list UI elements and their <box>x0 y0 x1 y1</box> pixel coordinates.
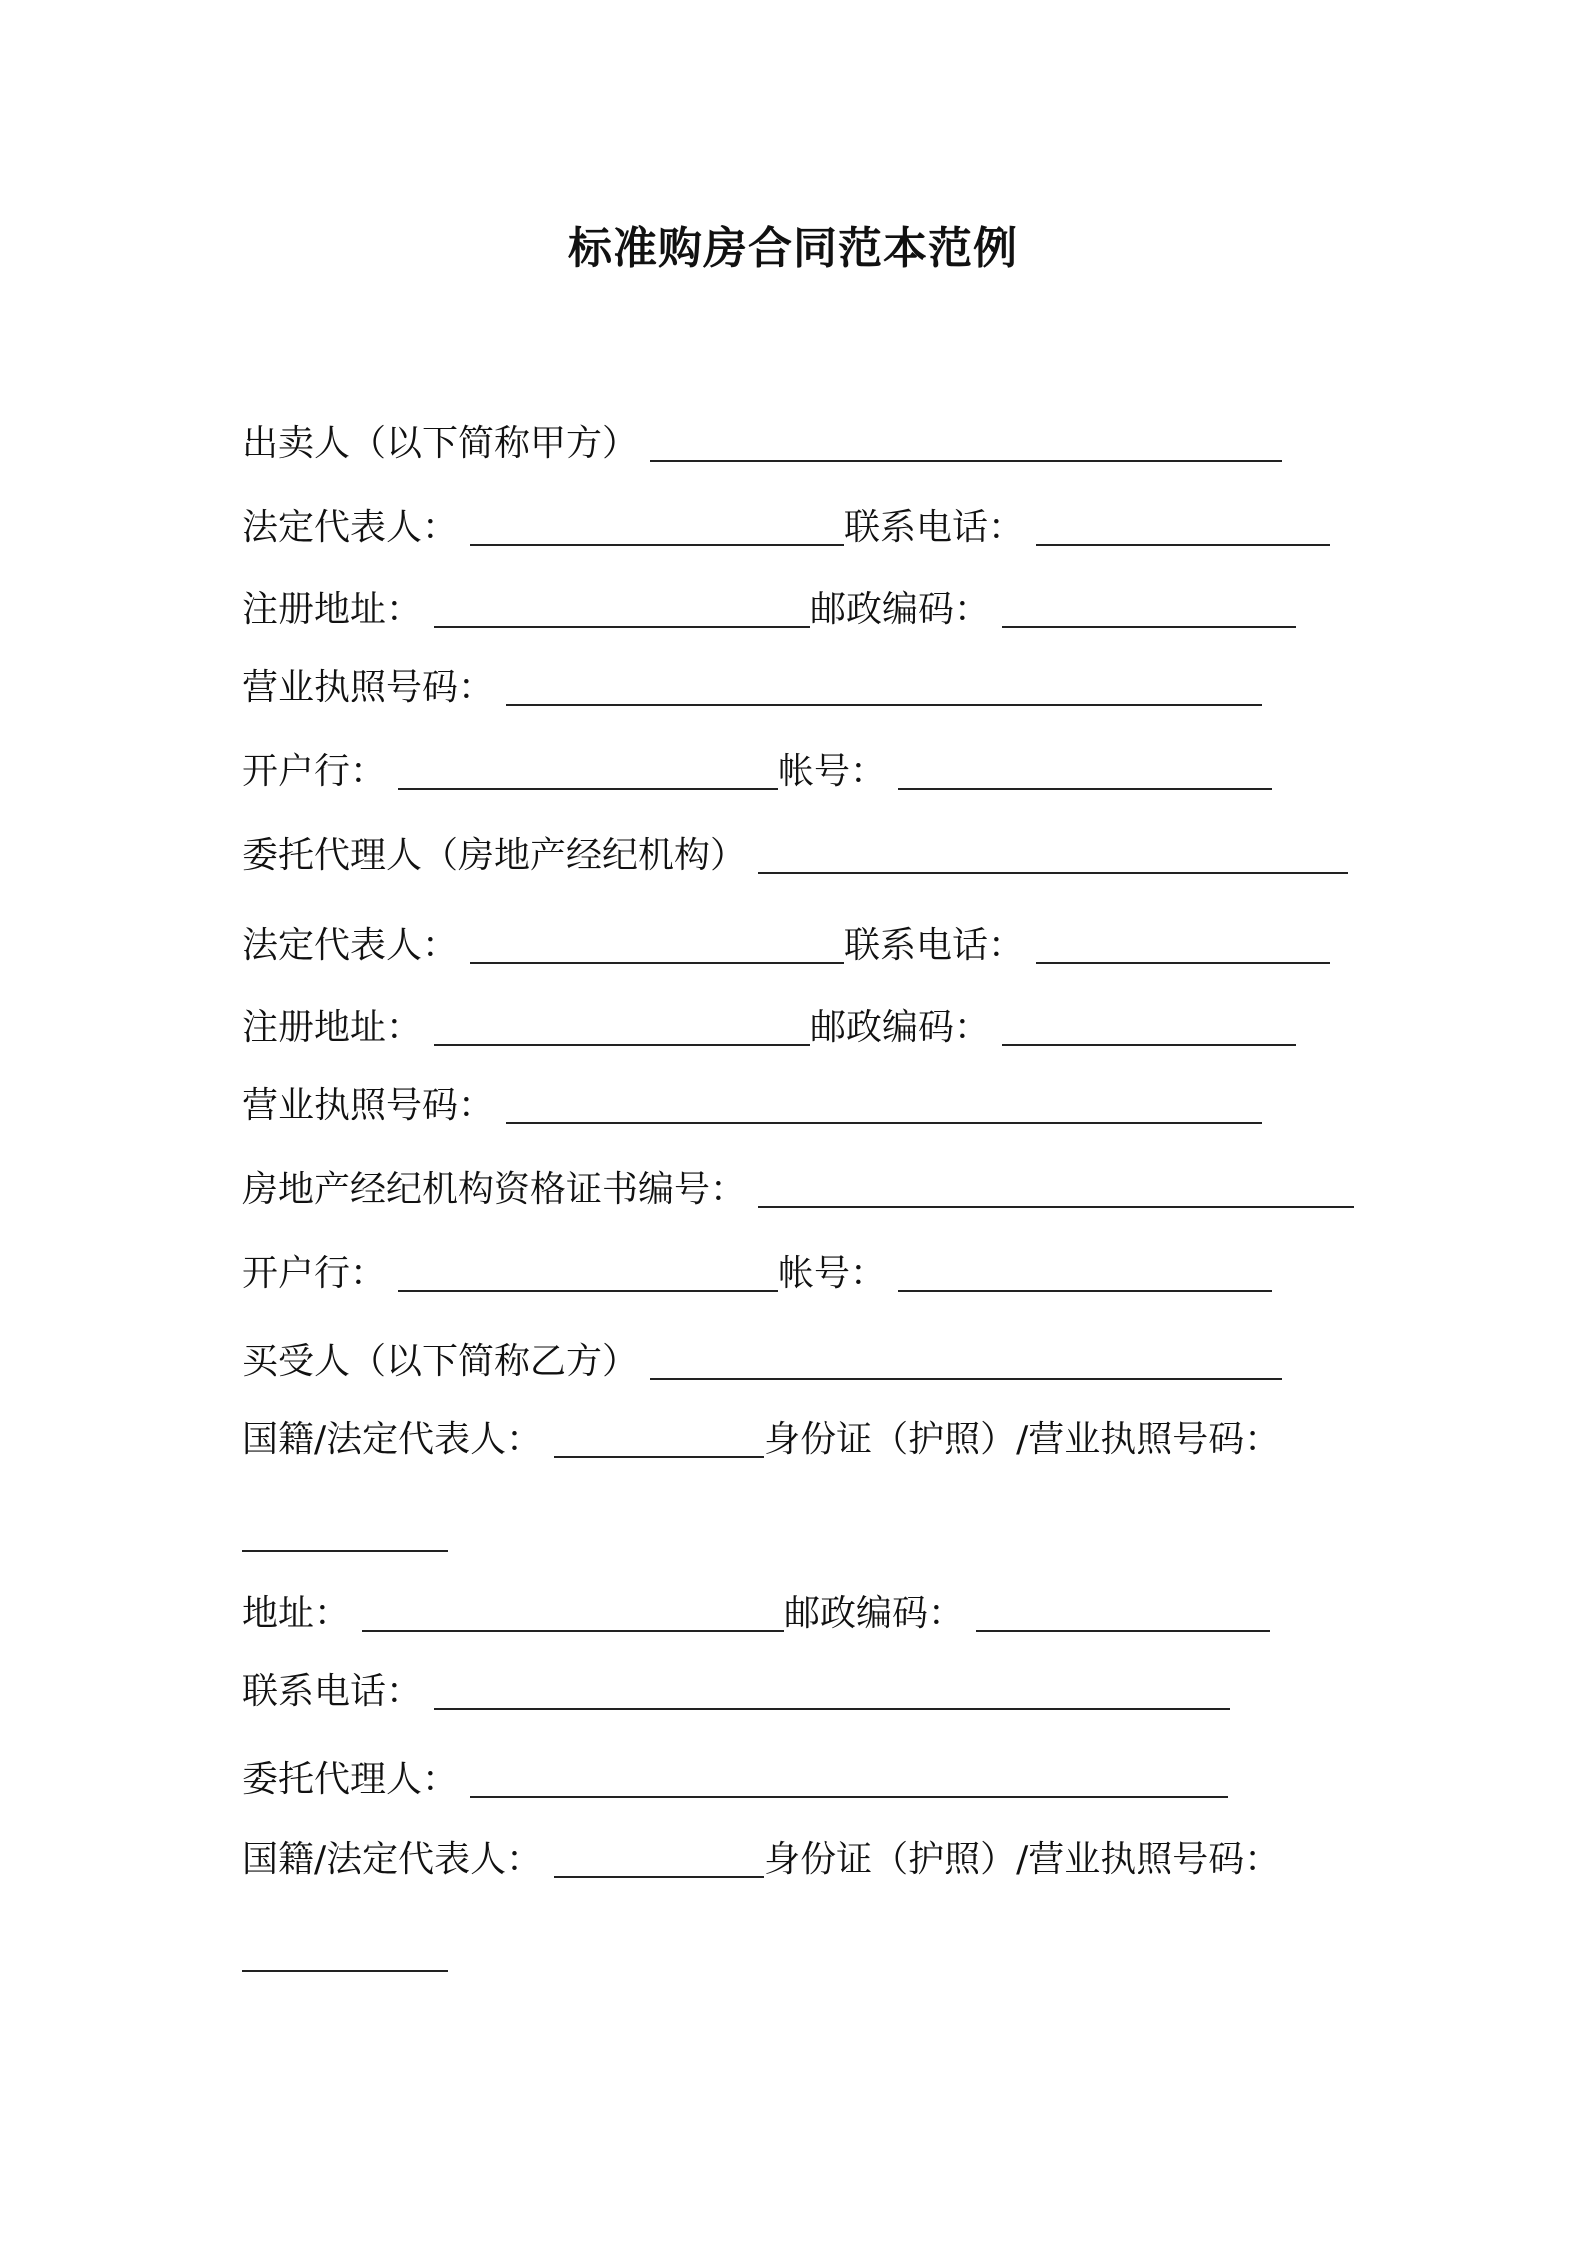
agent-phone-label: 联系电话： <box>844 925 1025 966</box>
buyer-agent-id-field[interactable] <box>242 1936 448 1972</box>
agent-cert-label: 房地产经纪机构资格证书编号： <box>242 1169 747 1210</box>
agent-phone-field[interactable] <box>1036 928 1330 964</box>
agent-license-row <box>242 1080 1262 1130</box>
seller-license-field[interactable] <box>506 670 1262 706</box>
seller-postcode-field[interactable] <box>1002 592 1296 628</box>
seller-address-row <box>242 584 1296 634</box>
seller-bank-label: 开户行： <box>242 751 387 792</box>
seller-legal-rep-label: 法定代表人： <box>242 507 459 548</box>
seller-license-label: 营业执照号码： <box>242 667 495 708</box>
buyer-agent-name-field[interactable] <box>470 1762 1228 1798</box>
buyer-agent-id-label: 身份证（护照）/营业执照号码： <box>764 1839 1281 1880</box>
buyer-id-label: 身份证（护照）/营业执照号码： <box>764 1419 1281 1460</box>
seller-postcode-label: 邮政编码： <box>810 589 991 630</box>
agent-bank-row <box>242 1248 1272 1298</box>
buyer-id-field[interactable] <box>242 1516 448 1552</box>
agent-license-field[interactable] <box>506 1088 1262 1124</box>
seller-address-label: 注册地址： <box>242 589 423 630</box>
agent-party-label: 委托代理人（房地产经纪机构） <box>242 835 747 876</box>
agent-name-field[interactable] <box>758 838 1348 874</box>
buyer-name-field[interactable] <box>650 1344 1282 1380</box>
agent-address-row <box>242 1002 1296 1052</box>
buyer-address-row <box>242 1588 1270 1638</box>
buyer-agent-nationality-row <box>242 1834 1280 1884</box>
buyer-agent-row <box>242 1754 1228 1804</box>
agent-address-field[interactable] <box>434 1010 810 1046</box>
agent-postcode-field[interactable] <box>1002 1010 1296 1046</box>
seller-legal-rep-row <box>242 502 1330 552</box>
buyer-agent-nationality-field[interactable] <box>554 1842 764 1878</box>
agent-license-label: 营业执照号码： <box>242 1085 495 1126</box>
buyer-id-row <box>242 1508 448 1558</box>
seller-row <box>242 418 1282 468</box>
seller-account-field[interactable] <box>898 754 1272 790</box>
buyer-address-label: 地址： <box>242 1593 351 1634</box>
buyer-phone-row <box>242 1666 1230 1716</box>
agent-cert-row <box>242 1164 1354 1214</box>
agent-account-field[interactable] <box>898 1256 1272 1292</box>
seller-legal-rep-field[interactable] <box>470 510 844 546</box>
buyer-row <box>242 1336 1282 1386</box>
seller-license-row <box>242 662 1262 712</box>
agent-account-label: 帐号： <box>778 1253 887 1294</box>
agent-address-label: 注册地址： <box>242 1007 423 1048</box>
agent-cert-field[interactable] <box>758 1172 1354 1208</box>
buyer-phone-label: 联系电话： <box>242 1671 423 1712</box>
seller-name-field[interactable] <box>650 426 1282 462</box>
agent-legal-rep-label: 法定代表人： <box>242 925 459 966</box>
buyer-agent-nationality-label: 国籍/法定代表人： <box>242 1839 543 1880</box>
buyer-nationality-field[interactable] <box>554 1422 764 1458</box>
seller-phone-label: 联系电话： <box>844 507 1025 548</box>
seller-account-label: 帐号： <box>778 751 887 792</box>
buyer-address-field[interactable] <box>362 1596 784 1632</box>
seller-bank-field[interactable] <box>398 754 778 790</box>
buyer-nationality-row <box>242 1414 1280 1464</box>
seller-bank-row <box>242 746 1272 796</box>
buyer-party-label: 买受人（以下简称乙方） <box>242 1341 639 1382</box>
seller-phone-field[interactable] <box>1036 510 1330 546</box>
buyer-postcode-field[interactable] <box>976 1596 1270 1632</box>
page-title: 标准购房合同范本范例 <box>568 223 1018 274</box>
agent-bank-field[interactable] <box>398 1256 778 1292</box>
agent-legal-rep-row <box>242 920 1330 970</box>
seller-address-field[interactable] <box>434 592 810 628</box>
agent-row <box>242 830 1348 880</box>
agent-bank-label: 开户行： <box>242 1253 387 1294</box>
buyer-agent-party-label: 委托代理人： <box>242 1759 459 1800</box>
agent-postcode-label: 邮政编码： <box>810 1007 991 1048</box>
seller-party-label: 出卖人（以下简称甲方） <box>242 423 639 464</box>
buyer-agent-id-row <box>242 1928 448 1978</box>
buyer-phone-field[interactable] <box>434 1674 1230 1710</box>
agent-legal-rep-field[interactable] <box>470 928 844 964</box>
buyer-nationality-label: 国籍/法定代表人： <box>242 1419 543 1460</box>
buyer-postcode-label: 邮政编码： <box>784 1593 965 1634</box>
